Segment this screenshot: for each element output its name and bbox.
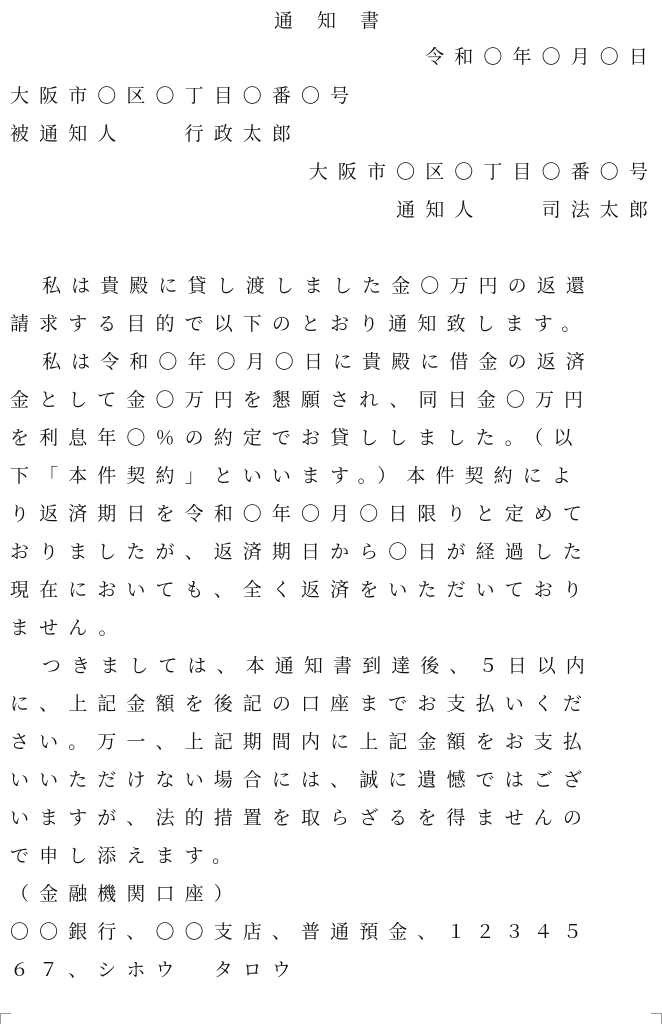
body-line: 私は貴殿に貸し渡しました金〇万円の返還 [42,275,595,297]
body-line: を利息年〇％の約定でお貸ししました。（以 [10,427,583,449]
account-line: 〇〇銀行、〇〇支店、普通預金、１２３４５ [10,921,593,943]
body-line: いますが、法的措置を取らざるを得ませんの [10,807,593,829]
page-corner-mark [0,1013,11,1024]
sender-address: 大阪市〇区〇丁目〇番〇号 [308,161,658,183]
sender-name: 通知人 司法太郎 [396,199,658,221]
body-line: 下「本件契約」といいます。）本件契約によ [10,465,581,487]
document-title: 通 知 書 [273,10,389,32]
body-line: つきましては、本通知書到達後、５日以内 [42,655,595,677]
body-line: 金として金〇万円を懇願され、同日金〇万円 [10,389,594,411]
body-line: 請求する目的で以下のとおり通知致します。 [10,313,591,335]
body-line: 私は令和〇年〇月〇日に貴殿に借金の返済 [42,351,595,373]
recipient-name: 被通知人 行政太郎 [10,123,302,145]
body-line: いいただけない場合には、誠に遺憾ではござ [10,769,593,791]
body-line: り返済期日を令和〇年〇月〇日限りと定めて [10,503,593,525]
account-heading: （金融機関口座） [10,883,243,905]
account-line: ６７、シホウ タロウ [10,959,302,981]
document-date: 令和〇年〇月〇日 [425,46,658,68]
body-line: 現在においても、全く返済をいただいており [10,579,593,601]
recipient-address: 大阪市〇区〇丁目〇番〇号 [10,85,360,107]
page-corner-mark [651,1013,662,1024]
body-line: さい。万一、上記期間内に上記金額をお支払 [10,731,593,753]
body-line: で申し添えます。 [10,845,242,867]
body-line: に、上記金額を後記の口座までお支払いくだ [10,693,593,715]
body-line: ません。 [10,617,128,639]
body-line: おりましたが、返済期日から〇日が経過した [10,541,593,563]
